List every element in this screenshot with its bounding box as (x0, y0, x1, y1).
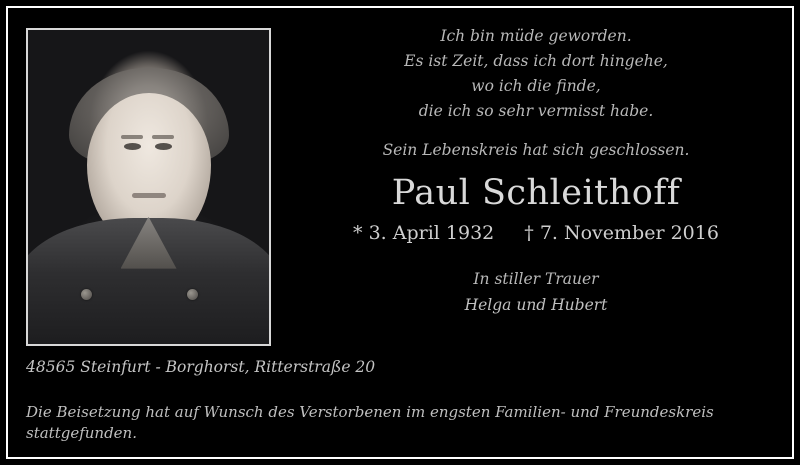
card-inner (10, 10, 790, 455)
portrait-mouth (132, 193, 166, 198)
portrait-coat-button-upper (81, 289, 92, 300)
closing-line: Sein Lebenskreis hat sich geschlossen. (382, 141, 690, 160)
verse-block (290, 24, 782, 124)
mourning-names: Helga und Hubert (464, 296, 608, 315)
address-line: 48565 Steinfurt - Borghorst, Ritterstraße 20 (26, 357, 376, 376)
birth-date: * 3. April 1932 (353, 222, 495, 245)
mourning-title: In stiller Trauer (473, 270, 599, 289)
portrait-brow-right (152, 135, 174, 139)
verse-line-4: die ich so sehr vermisst habe. (418, 102, 654, 121)
deceased-name: Paul Schleithoff (391, 173, 681, 214)
funeral-note: Die Beisetzung hat auf Wunsch des Verstorbenen im engsten Familien- und Freundeskreis stattgefunden. (26, 402, 714, 443)
verse-line-3: wo ich die finde, (471, 77, 601, 96)
death-date: † 7. November 2016 (524, 222, 719, 245)
portrait-photo (26, 28, 271, 346)
verse-line-1: Ich bin müde geworden. (440, 27, 632, 45)
life-dates (290, 222, 782, 244)
text-column (290, 24, 782, 314)
portrait-brow-left (121, 135, 143, 139)
portrait-eye-right (155, 143, 172, 150)
portrait-image (28, 30, 269, 344)
footer-block (26, 358, 774, 446)
verse-line-2: Es ist Zeit, dass ich dort hingehe, (404, 52, 668, 71)
